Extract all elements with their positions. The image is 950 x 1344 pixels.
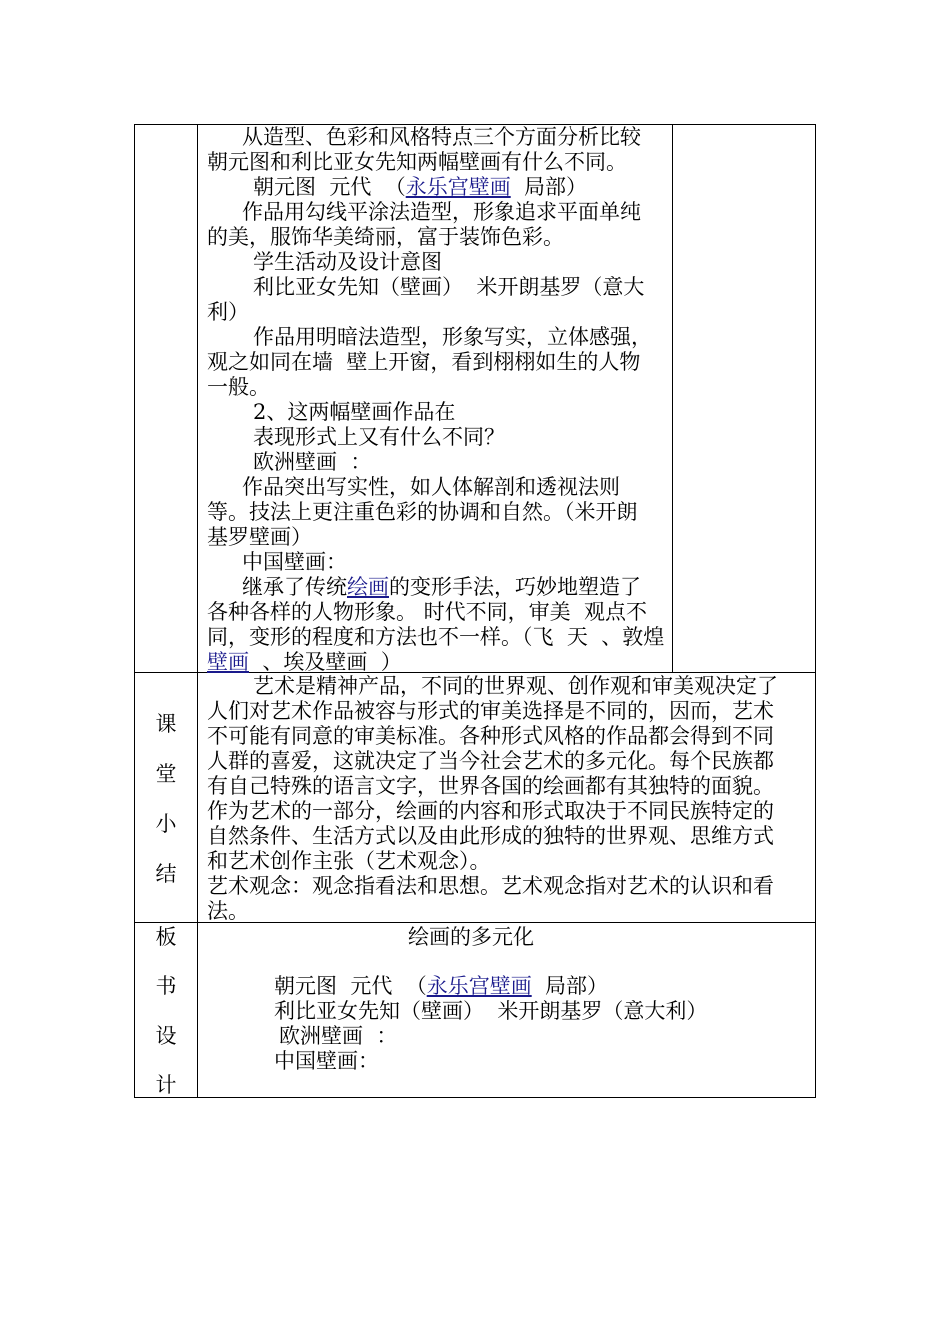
- text-segment: 的变形手法，巧妙地塑造了: [389, 575, 641, 599]
- text-segment: 局部）: [531, 974, 609, 998]
- board-label-char: 板: [155, 925, 177, 949]
- mural-link[interactable]: 壁画: [207, 650, 249, 674]
- summary-line: 人们对艺术作品被容与形式的审美选择是不同的，因而，艺术: [207, 699, 774, 723]
- summary-label-char: 结: [155, 862, 177, 886]
- board-line: 利比亚女先知（壁画） 米开朗基罗（意大利）: [274, 999, 708, 1023]
- inner-column-divider: [672, 124, 673, 673]
- analysis-line: 的美，服饰华美绮丽，富于装饰色彩。: [207, 225, 564, 249]
- analysis-line: [207, 650, 402, 675]
- analysis-line: 同，变形的程度和方法也不一样。（飞 天 、敦煌: [207, 625, 665, 649]
- analysis-line: 一般。: [207, 375, 270, 399]
- analysis-line: 各种各样的人物形象。 时代不同，审美 观点不: [207, 600, 648, 624]
- board-label-char: 书: [155, 974, 177, 998]
- analysis-line: 等。技法上更注重色彩的协调和自然。（米开朗: [207, 500, 638, 524]
- analysis-line: 学生活动及设计意图: [253, 250, 442, 274]
- analysis-line: [242, 575, 641, 600]
- text-segment: 局部）: [510, 175, 588, 199]
- table-border-bottom: [134, 1097, 816, 1098]
- table-border-left: [134, 124, 135, 1098]
- analysis-line: 从造型、色彩和风格特点三个方面分析比较: [242, 125, 641, 149]
- analysis-line: 利）: [207, 300, 249, 324]
- summary-line: 艺术观念：观念指看法和思想。艺术观念指对艺术的认识和看: [207, 874, 774, 898]
- board-line: 中国壁画：: [274, 1049, 379, 1073]
- summary-line: 人群的喜爱，这就决定了当今社会艺术的多元化。每个民族都: [207, 749, 774, 773]
- text-segment: 朝元图 元代 （: [274, 974, 427, 998]
- board-label-char: 计: [155, 1073, 177, 1097]
- board-title: 绘画的多元化: [408, 925, 534, 949]
- painting-link[interactable]: 绘画: [347, 575, 389, 599]
- analysis-line: 欧洲壁画 ：: [253, 450, 372, 474]
- summary-line: 自然条件、生活方式以及由此形成的独特的世界观、思维方式: [207, 824, 774, 848]
- analysis-line: 表现形式上又有什么不同？: [253, 425, 505, 449]
- text-segment: 朝元图 元代 （: [253, 175, 406, 199]
- summary-label-char: 小: [155, 812, 177, 836]
- summary-line: 艺术是精神产品，不同的世界观、创作观和审美观决定了: [253, 674, 778, 698]
- summary-line: 和艺术创作主张（艺术观念）。: [207, 849, 491, 873]
- analysis-line: 2、这两幅壁画作品在: [253, 400, 456, 424]
- summary-line: 法。: [207, 899, 249, 923]
- analysis-line: 作品用明暗法造型，形象写实，立体感强，: [253, 325, 652, 349]
- analysis-line: 观之如同在墙 壁上开窗，看到栩栩如生的人物: [207, 350, 641, 374]
- analysis-line: 基罗壁画）: [207, 525, 312, 549]
- summary-label-char: 课: [155, 712, 177, 736]
- summary-label-char: 堂: [155, 762, 177, 786]
- summary-line: 作为艺术的一部分，绘画的内容和形式取决于不同民族特定的: [207, 799, 774, 823]
- yongle-palace-link[interactable]: 永乐宫壁画: [426, 974, 532, 998]
- summary-line: 不可能有同意的审美标准。各种形式风格的作品都会得到不同: [207, 724, 774, 748]
- text-segment: 继承了传统: [242, 575, 347, 599]
- board-label-char: 设: [155, 1024, 177, 1048]
- analysis-line: 作品用勾线平涂法造型，形象追求平面单纯: [242, 200, 641, 224]
- table-border-right: [815, 124, 816, 1098]
- analysis-line: 中国壁画：: [242, 550, 347, 574]
- yongle-palace-link[interactable]: 永乐宫壁画: [405, 175, 511, 199]
- analysis-line: 作品突出写实性，如人体解剖和透视法则: [242, 475, 620, 499]
- text-segment: 、埃及壁画 ）: [249, 650, 402, 674]
- column-divider: [197, 124, 198, 1098]
- analysis-line: [253, 175, 587, 200]
- analysis-line: 利比亚女先知（壁画） 米开朗基罗（意大: [253, 275, 645, 299]
- analysis-line: 朝元图和利比亚女先知两幅壁画有什么不同。: [207, 150, 627, 174]
- board-line: 欧洲壁画 ：: [279, 1024, 398, 1048]
- summary-line: 有自己特殊的语言文字，世界各国的绘画都有其独特的面貌。: [207, 774, 774, 798]
- board-line: [274, 974, 608, 999]
